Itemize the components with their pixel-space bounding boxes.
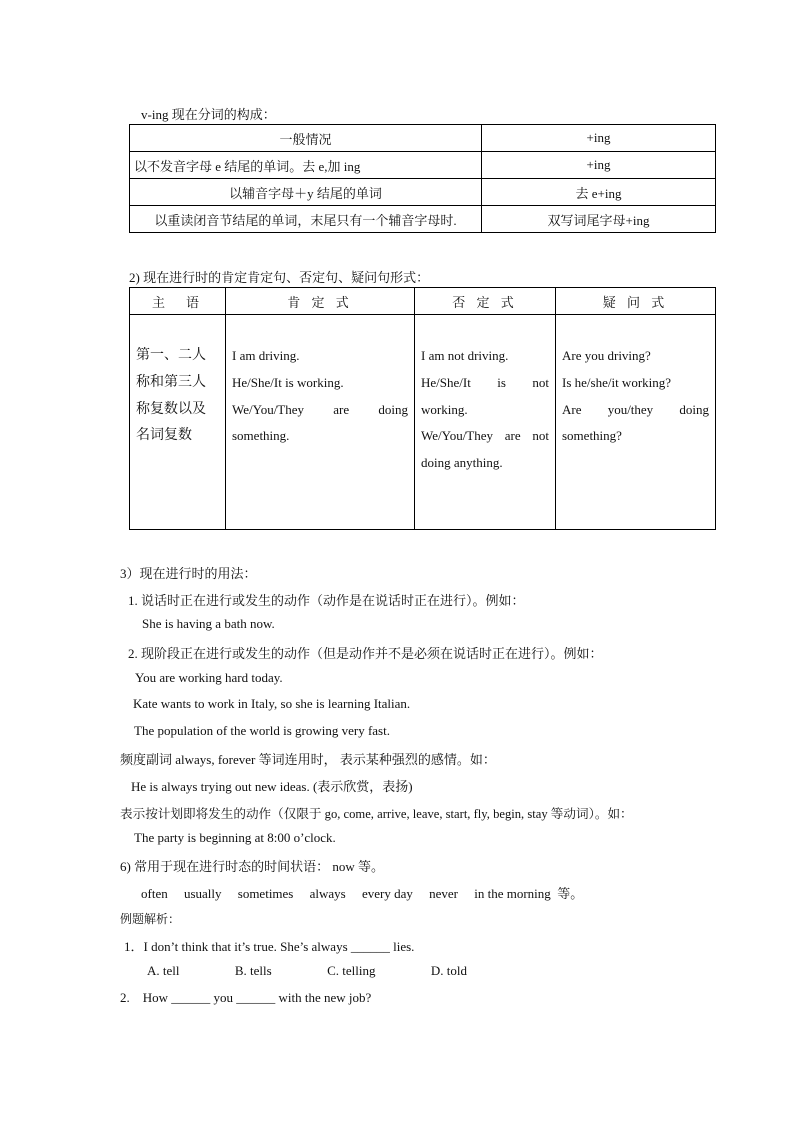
question-line: Are you driving? bbox=[562, 348, 651, 363]
table-row bbox=[130, 125, 716, 152]
table-row bbox=[130, 152, 716, 179]
question-line: Are you/they doing something? bbox=[562, 401, 709, 444]
table-row bbox=[130, 179, 716, 206]
header-negative: 否 定 式 bbox=[415, 288, 556, 315]
affirmative-cell bbox=[226, 315, 415, 530]
usage-3: 频度副词 always, forever 等词连用时， 表示某种强烈的感情。如： bbox=[120, 752, 496, 767]
question-1: 1．I don’t think that it’s true. She’s always ______ lies. bbox=[124, 939, 415, 954]
rule-cell: 一般情况 bbox=[130, 125, 482, 152]
negative-line: We/You/They are not doing anything. bbox=[421, 428, 549, 471]
form-cell: 去 e+ing bbox=[482, 179, 716, 206]
header-subject: 主 语 bbox=[130, 288, 226, 315]
option-d: D. told bbox=[430, 963, 467, 978]
question-1-options bbox=[147, 963, 467, 979]
table-row bbox=[130, 315, 716, 530]
ving-formation-table bbox=[129, 124, 716, 233]
usage-3-example: He is always trying out new ideas. (表示欣赏，表扬) bbox=[131, 779, 413, 794]
usage-2-example: You are working hard today. bbox=[135, 670, 283, 685]
usage-2-example: The population of the world is growing very fast. bbox=[134, 723, 390, 738]
negative-cell bbox=[415, 315, 556, 530]
affirmative-line: We/You/They are doing something. bbox=[232, 401, 408, 444]
form-cell: +ing bbox=[482, 125, 716, 152]
table-header-row bbox=[130, 288, 716, 315]
rule-cell: 以重读闭音节结尾的单词，末尾只有一个辅音字母时. bbox=[130, 206, 482, 233]
option-b: B. tells bbox=[234, 963, 272, 978]
table-row bbox=[130, 206, 716, 233]
option-c: C. telling bbox=[327, 963, 376, 978]
usage-4-example: The party is beginning at 8:00 o’clock. bbox=[134, 830, 336, 845]
usage-5: 6) 常用于现在进行时态的时间状语： now 等。 bbox=[120, 859, 384, 874]
usage-2-example: Kate wants to work in Italy, so she is learning Italian. bbox=[133, 696, 411, 711]
header-question: 疑 问 式 bbox=[556, 288, 716, 315]
usage-1-example: She is having a bath now. bbox=[142, 616, 275, 631]
question-cell bbox=[556, 315, 716, 530]
heading-ving: v-ing 现在分词的构成： bbox=[141, 107, 276, 122]
rule-cell: 以不发音字母 e 结尾的单词。去 e,加 ing bbox=[130, 152, 482, 179]
option-a: A. tell bbox=[147, 963, 180, 978]
negative-line: He/She/It is not working. bbox=[421, 374, 549, 417]
heading-forms: 2) 现在进行时的肯定肯定句、否定句、疑问句形式： bbox=[129, 270, 430, 285]
form-cell: +ing bbox=[482, 152, 716, 179]
rule-cell: 以辅音字母＋y 结尾的单词 bbox=[130, 179, 482, 206]
negative-line: I am not driving. bbox=[421, 348, 509, 363]
usage-1: 1. 说话时正在进行或发生的动作（动作是在说话时正在进行）。例如： bbox=[128, 593, 525, 608]
examples-heading: 例题解析： bbox=[120, 912, 181, 926]
affirmative-line: He/She/It is working. bbox=[232, 374, 344, 390]
question-2: 2. How ______ you ______ with the new job? bbox=[120, 990, 372, 1005]
usage-4: 表示按计划即将发生的动作（仅限于 go, come, arrive, leave, start, fly, begin, stay 等动词）。如： bbox=[120, 807, 633, 821]
header-affirmative: 肯 定 式 bbox=[226, 288, 415, 315]
forms-table bbox=[129, 287, 716, 530]
subject-cell: 第一、二人称和第三人称复数以及名词复数 bbox=[130, 315, 226, 530]
time-adverbs: often usually sometimes always every day never in the morning 等。 bbox=[141, 886, 584, 901]
question-line: Is he/she/it working? bbox=[562, 374, 672, 390]
affirmative-line: I am driving. bbox=[232, 348, 300, 363]
form-cell: 双写词尾字母+ing bbox=[482, 206, 716, 233]
usage-2: 2. 现阶段正在进行或发生的动作（但是动作并不是必须在说话时正在进行）。例如： bbox=[128, 646, 603, 661]
heading-usage: 3）现在进行时的用法： bbox=[120, 566, 257, 581]
